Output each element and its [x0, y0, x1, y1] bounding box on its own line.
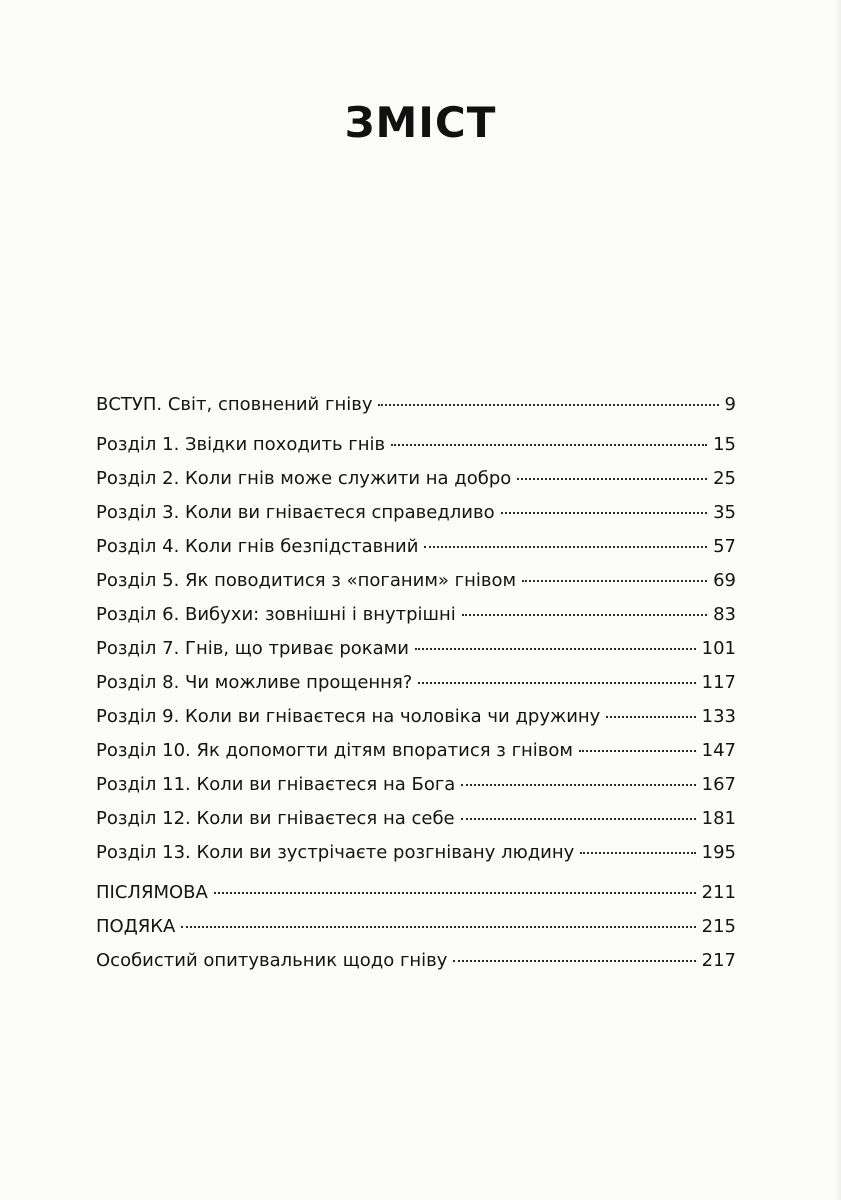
toc-entry-chapter-6[interactable]: [96, 602, 736, 628]
dot-leader: [378, 404, 718, 406]
toc-entry-label: Розділ 10. Як допомогти дітям впоратися з гнівом: [96, 740, 574, 761]
toc-entry-chapter-13[interactable]: [96, 840, 736, 866]
toc-entry-page: 147: [701, 740, 736, 761]
toc-entry-chapter-10[interactable]: [96, 738, 736, 764]
dot-leader: [461, 784, 695, 786]
toc-entry-chapter-4[interactable]: [96, 534, 736, 560]
toc-entry-acknowledgments[interactable]: [96, 914, 736, 940]
toc-entry-label: Розділ 8. Чи можливе прощення?: [96, 672, 413, 693]
toc-entry-chapter-2[interactable]: [96, 466, 736, 492]
dot-leader: [606, 716, 695, 718]
toc-entry-label: Розділ 4. Коли гнів безпідставний: [96, 536, 419, 557]
toc-entry-label: Розділ 7. Гнів, що триває роками: [96, 638, 409, 659]
toc-entry-chapter-9[interactable]: [96, 704, 736, 730]
toc-entry-chapter-8[interactable]: [96, 670, 736, 696]
dot-leader: [418, 682, 695, 684]
toc-entry-chapter-12[interactable]: [96, 806, 736, 832]
toc-entry-label: Розділ 3. Коли ви гніваєтеся справедливо: [96, 502, 495, 523]
toc-entry-chapter-7[interactable]: [96, 636, 736, 662]
table-of-contents: [96, 392, 736, 974]
dot-leader: [214, 892, 696, 894]
toc-entry-label: Розділ 12. Коли ви гніваєтеся на себе: [96, 808, 455, 829]
toc-entry-page: 215: [701, 916, 736, 937]
toc-entry-page: 25: [713, 468, 736, 489]
toc-entry-label: ВСТУП. Світ, сповнений гніву: [96, 394, 373, 415]
toc-entry-questionnaire[interactable]: [96, 948, 736, 974]
dot-leader: [415, 648, 696, 650]
toc-entry-page: 117: [701, 672, 736, 693]
dot-leader: [522, 580, 707, 582]
dot-leader: [580, 852, 695, 854]
dot-leader: [579, 750, 696, 752]
dot-leader: [517, 478, 707, 480]
toc-entry-label: ПОДЯКА: [96, 916, 176, 937]
toc-entry-page: 211: [701, 882, 736, 903]
toc-entry-page: 35: [713, 502, 736, 523]
toc-entry-page: 9: [724, 394, 736, 415]
dot-leader: [462, 614, 707, 616]
dot-leader: [501, 512, 708, 514]
toc-entry-chapter-11[interactable]: [96, 772, 736, 798]
page-edge-shadow: [835, 0, 841, 1200]
toc-entry-page: 167: [701, 774, 736, 795]
toc-entry-page: 217: [701, 950, 736, 971]
toc-entry-page: 69: [713, 570, 736, 591]
toc-entry-label: ПІСЛЯМОВА: [96, 882, 208, 903]
toc-entry-page: 181: [701, 808, 736, 829]
page-title: ЗМІСТ: [344, 98, 497, 147]
dot-leader: [453, 960, 695, 962]
toc-entry-chapter-5[interactable]: [96, 568, 736, 594]
toc-entry-intro[interactable]: [96, 392, 736, 418]
toc-entry-label: Розділ 9. Коли ви гніваєтеся на чоловіка чи дружину: [96, 706, 601, 727]
toc-entry-label: Розділ 2. Коли гнів може служити на добро: [96, 468, 512, 489]
toc-entry-page: 15: [713, 434, 736, 455]
toc-entry-page: 101: [701, 638, 736, 659]
toc-entry-label: Особистий опитувальник щодо гніву: [96, 950, 448, 971]
toc-entry-chapter-3[interactable]: [96, 500, 736, 526]
toc-entry-page: 133: [701, 706, 736, 727]
toc-entry-label: Розділ 5. Як поводитися з «поганим» гнівом: [96, 570, 517, 591]
toc-entry-label: Розділ 6. Вибухи: зовнішні і внутрішні: [96, 604, 456, 625]
toc-entry-label: Розділ 1. Звідки походить гнів: [96, 434, 386, 455]
dot-leader: [181, 926, 695, 928]
toc-entry-page: 195: [701, 842, 736, 863]
toc-entry-label: Розділ 11. Коли ви гніваєтеся на Бога: [96, 774, 456, 795]
dot-leader: [391, 444, 707, 446]
toc-entry-page: 57: [713, 536, 736, 557]
dot-leader: [424, 546, 707, 548]
toc-entry-label: Розділ 13. Коли ви зустрічаєте розгнівану людину: [96, 842, 575, 863]
dot-leader: [461, 818, 696, 820]
toc-entry-page: 83: [713, 604, 736, 625]
toc-entry-afterword[interactable]: [96, 880, 736, 906]
toc-entry-chapter-1[interactable]: [96, 432, 736, 458]
